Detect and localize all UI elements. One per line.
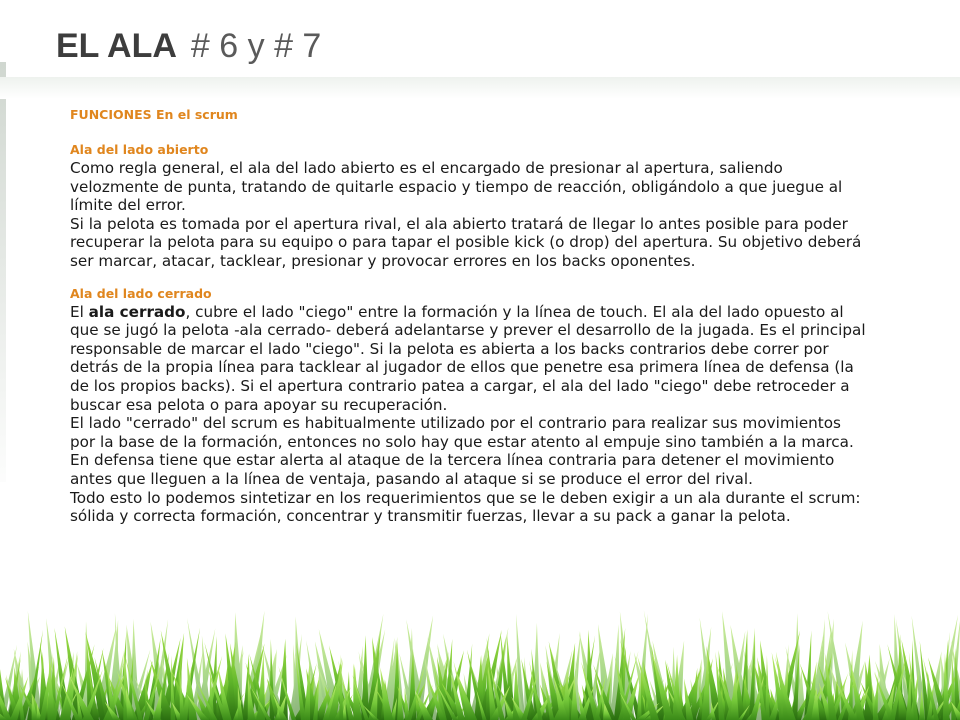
closed-wing-heading: Ala del lado cerrado xyxy=(70,285,212,301)
closed-wing-p1-start: El xyxy=(70,302,89,321)
slide-title-sub: # 6 y # 7 xyxy=(190,27,322,65)
closed-wing-p1-bold: ala cerrado xyxy=(88,302,186,321)
closed-wing-paragraph-1 xyxy=(70,303,870,415)
left-accent-bar xyxy=(0,62,6,482)
slide-title xyxy=(56,24,321,68)
open-wing-paragraph-1: Como regla general, el ala del lado abierto es el encargado de presionar al apertura, saliendo velozmente de punta, tratando de quitarle espacio y tiempo de reacción, obligándolo a que juegue al límite del error. xyxy=(70,159,843,215)
closed-wing-paragraph-2: El lado "cerrado" del scrum es habitualmente utilizado por el contrario para realizar sus movimientos por la base de la formación, entonces no solo hay que estar atento al empuje sino también a la marca. En defensa tiene que estar alerta al ataque de la tercera línea contraria para detener el movimiento antes que lleguen a la línea de ventaja, pasando al ataque si se produce el error del rival. xyxy=(70,414,854,488)
section-label: FUNCIONES En el scrum xyxy=(70,107,238,122)
slide-body xyxy=(70,106,870,526)
slide-title-main: EL ALA xyxy=(56,27,177,65)
grass-border-icon xyxy=(0,560,960,720)
title-divider xyxy=(0,77,960,99)
closed-wing-p1-rest: , cubre el lado "ciego" entre la formación y la línea de touch. El ala del lado opuesto al que se jugó la pelota -ala cerrado- deberá adelantarse y prever el desarrollo de la jugada. Es el principal responsable de marcar el lado "ciego". Si la pelota es abierta a los backs contrarios debe correr por detrás de la propia línea para tacklear al jugador de ellos que penetre esa primera línea de defensa (la de los propios backs). Si el apertura contrario patea a cargar, el ala del lado "ciego" debe retroceder a buscar esa pelota o para apoyar su recuperación. xyxy=(70,302,866,414)
open-wing-paragraph-2: Si la pelota es tomada por el apertura rival, el ala abierto tratará de llegar lo antes posible para poder recuperar la pelota para su equipo o para tapar el posible kick (o drop) del apertura. Su objetivo deberá ser marcar, atacar, tacklear, presionar y provocar errores en los backs oponentes. xyxy=(70,214,862,270)
closed-wing-paragraph-3: Todo esto lo podemos sintetizar en los requerimientos que se le deben exigir a un ala durante el scrum: sólida y correcta formación, concentrar y transmitir fuerzas, llevar a su pack a ganar la pelota. xyxy=(70,488,861,526)
open-wing-heading: Ala del lado abierto xyxy=(70,142,209,157)
